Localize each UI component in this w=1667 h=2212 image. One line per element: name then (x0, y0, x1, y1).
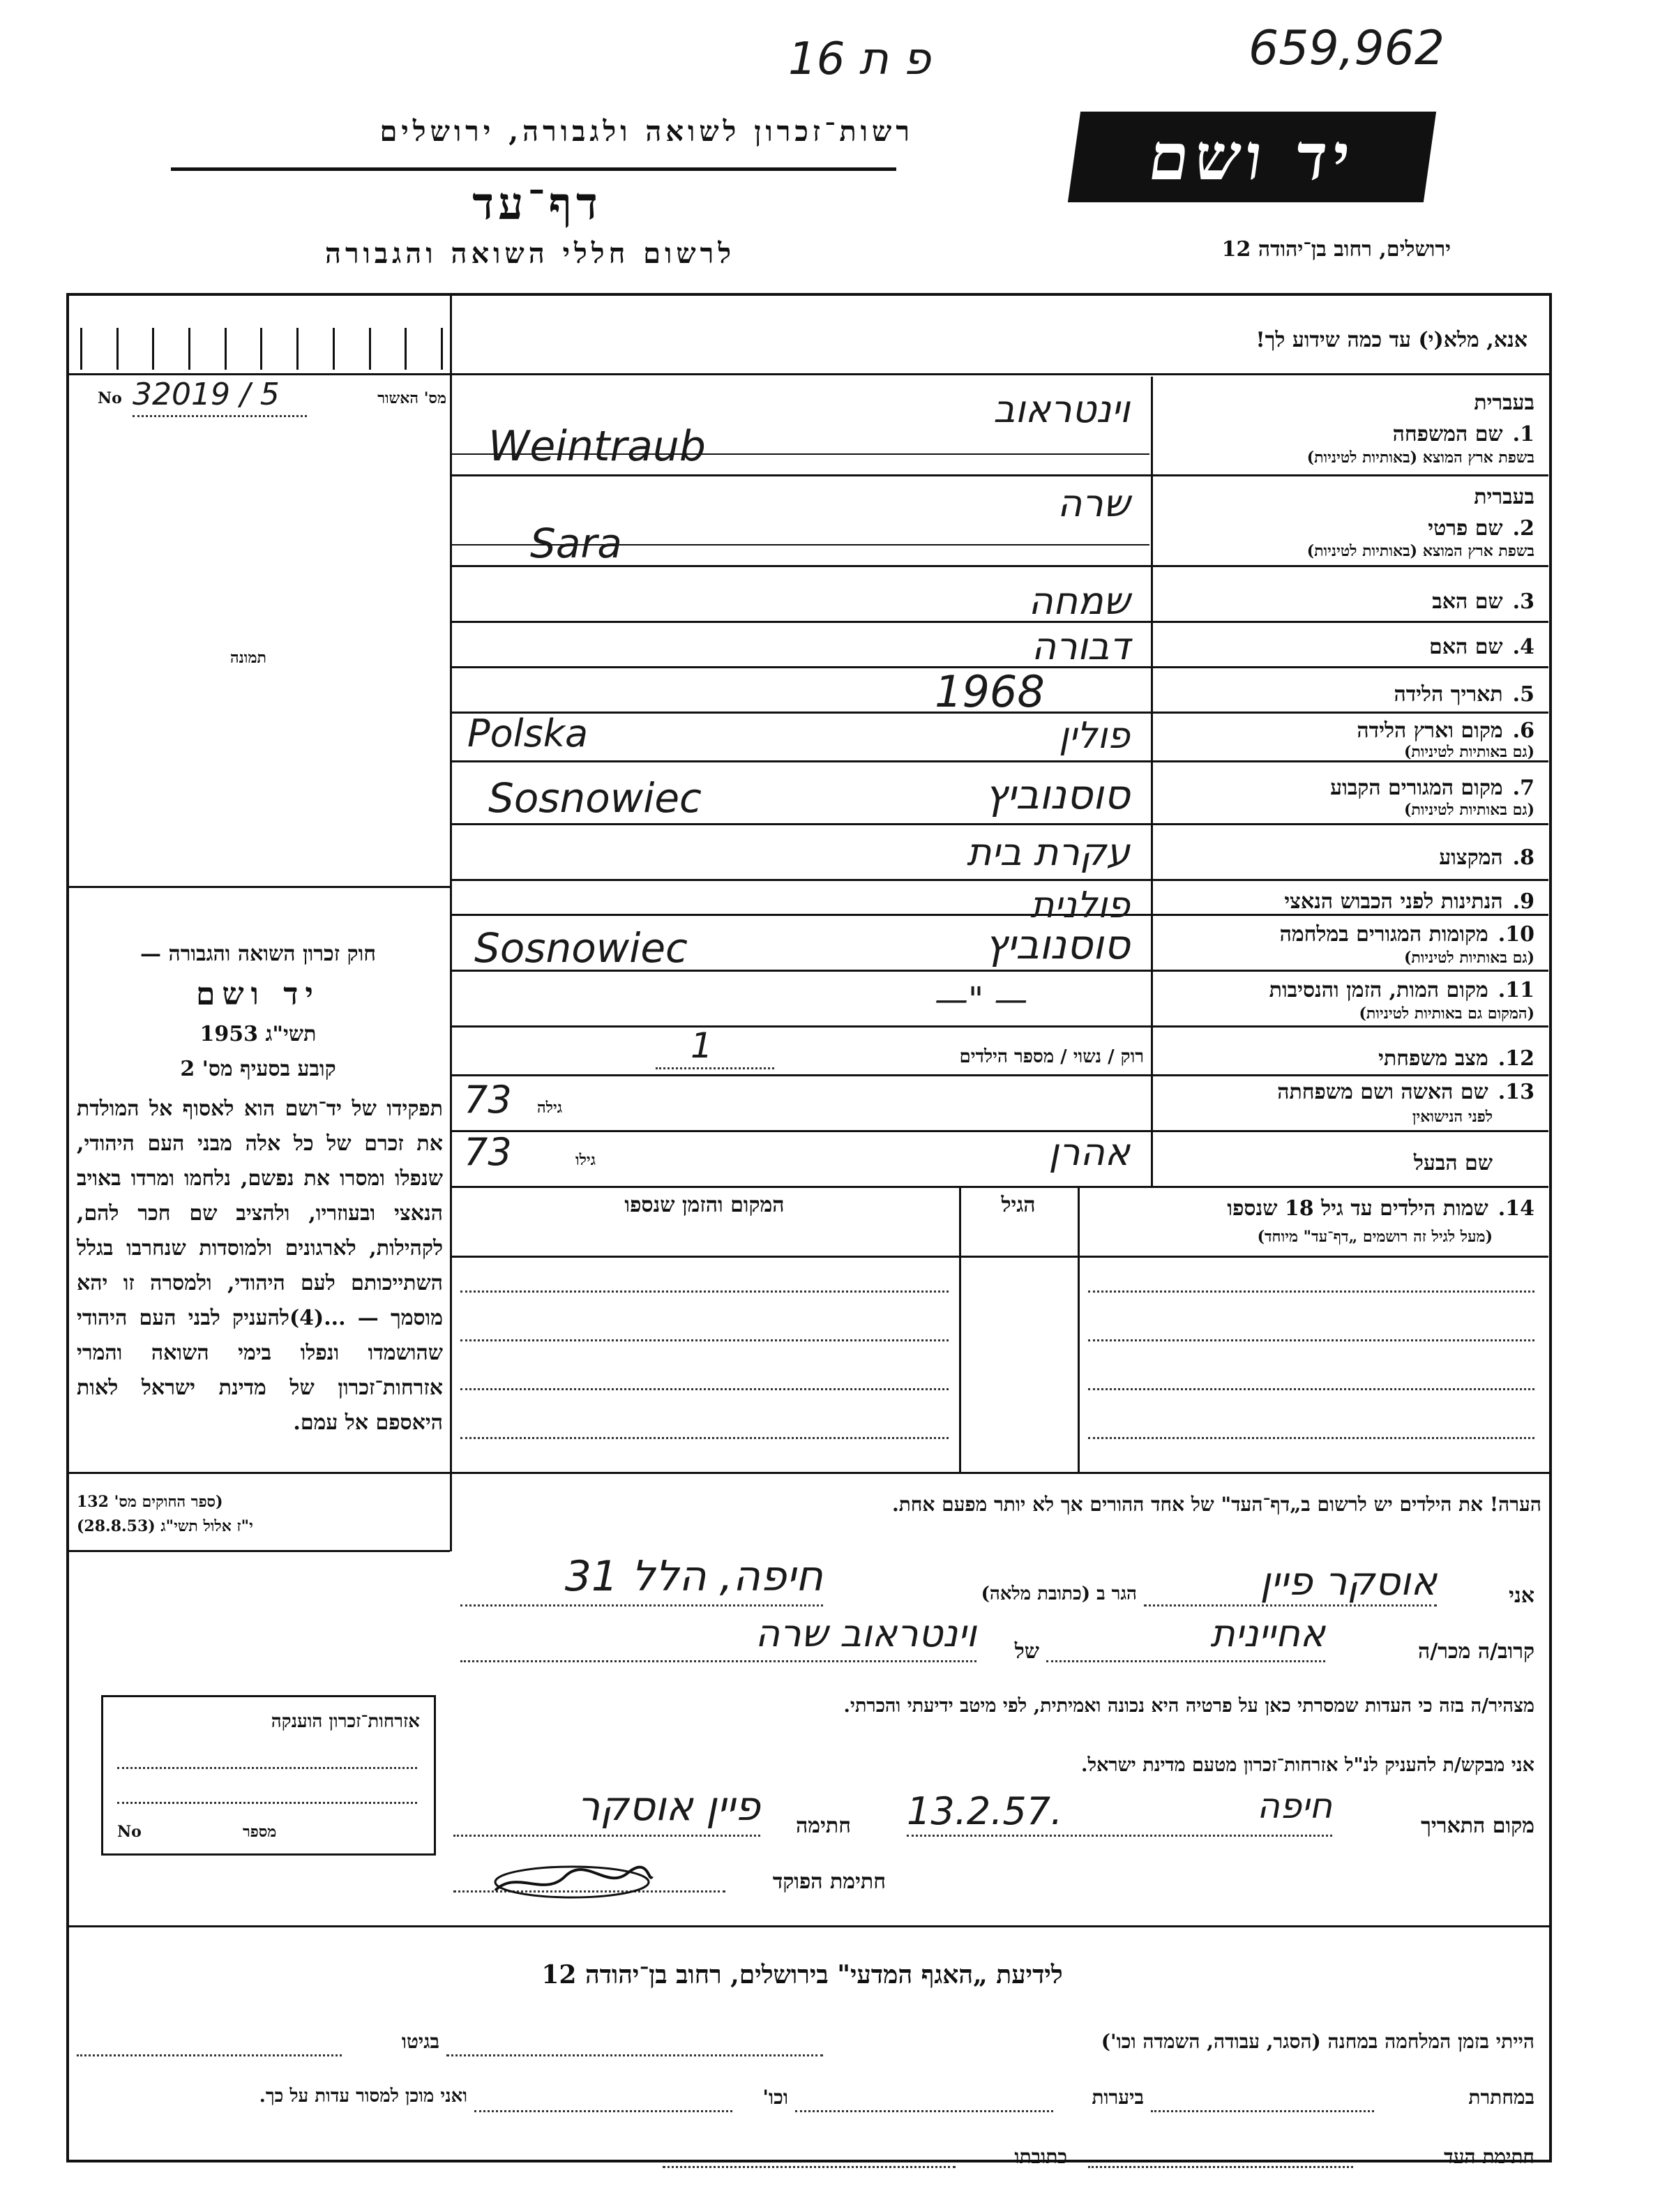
field-12-text: מצב משפחתי (1378, 1046, 1488, 1071)
row-husband-bottom (452, 1186, 1548, 1188)
field-8-num: 8. (1512, 845, 1534, 870)
field-2-label (1158, 516, 1534, 541)
field-3-label (1158, 589, 1534, 614)
children-label (1088, 1196, 1534, 1221)
footer-line-1-ghetto: בגיטו (401, 2030, 439, 2053)
field-1-hebrew-tag: בעברית (1474, 391, 1534, 415)
intro-text: אנא, מלא(י) עד כמה שידוע לך! (1255, 328, 1528, 352)
row-11-bottom (452, 1025, 1548, 1028)
children-place-header: המקום והזמן שנספו (624, 1193, 785, 1217)
field-9-text: הנתינות לפני הכבוש הנאצי (1284, 889, 1503, 914)
field-5-value[interactable]: 1968 (935, 666, 1045, 717)
field-11-sub: (המקום גם באותיות לטיניות) (1359, 1005, 1534, 1023)
row-1-bottom (452, 474, 1548, 476)
children-row-3-place[interactable] (460, 1388, 949, 1390)
field-10-value-latin[interactable]: Sosnowiec (474, 924, 688, 972)
field-7-num: 7. (1512, 776, 1534, 800)
place-date-line (907, 1835, 1332, 1837)
field-13-label (1158, 1080, 1534, 1104)
footer-etc-label: וכו' (762, 2086, 788, 2109)
declarant-line (1144, 1604, 1437, 1607)
field-3-value[interactable]: שמחה (1028, 579, 1130, 623)
field-1-label (1158, 422, 1534, 446)
row-12-bottom (452, 1074, 1548, 1076)
officer-signature-label: חתימת הפוקד (772, 1869, 886, 1894)
field-2-value-latin[interactable]: Sara (530, 520, 622, 567)
children-num: 14. (1498, 1196, 1534, 1221)
field-5-text: תאריך הלידה (1394, 682, 1503, 707)
footer-line-1-blank-a[interactable] (446, 2054, 823, 2056)
field-6-text: מקום וארץ הלידה (1357, 718, 1503, 743)
field-12-num: 12. (1498, 1046, 1534, 1071)
children-text: שמות הילדים עד גיל 18 שנספו (1227, 1196, 1488, 1221)
field-11-value[interactable]: —" — (935, 980, 1028, 1019)
field-1-text: שם המשפחה (1392, 422, 1503, 446)
law-reference-2: י"ז אלול תשי"ג (28.8.53) (77, 1517, 253, 1535)
field-5-label (1158, 682, 1534, 707)
children-count-line (656, 1067, 774, 1069)
footer-witness-signature-blank[interactable] (1088, 2166, 1353, 2168)
field-10-value-hebrew[interactable]: סוסנוביץ (985, 921, 1130, 968)
place-date-label: מקום התאריך (1421, 1814, 1534, 1838)
field-4-num: 4. (1512, 635, 1534, 659)
officer-signature-scribble (488, 1856, 656, 1904)
label-column-divider (1151, 377, 1153, 1186)
children-header-bottom (452, 1256, 1548, 1258)
field-11-num: 11. (1498, 978, 1534, 1002)
date-value[interactable]: 13.2.57. (907, 1789, 1063, 1833)
wife-age-value[interactable]: 73 (464, 1078, 512, 1122)
field-3-text: שם האב (1432, 589, 1503, 614)
footer-forests-blank[interactable] (795, 2110, 1053, 2112)
form-title: דף־עד (472, 178, 602, 230)
field-2-hebrew-tag: בעברית (1474, 485, 1534, 509)
footer-line-1-blank-b[interactable] (77, 2054, 342, 2056)
field-8-label (1158, 845, 1534, 870)
field-10-sub: (גם באותיות לטיניות) (1403, 949, 1534, 967)
field-husband-label: שם הבעל (1413, 1151, 1493, 1175)
photo-divider (69, 886, 450, 888)
field-1-latin-label: בשפת ארץ המוצא (באותיות לטיניות) (1306, 449, 1534, 467)
field-6-sub: (גם באותיות לטיניות) (1403, 743, 1534, 761)
field-4-value[interactable]: דבורה (1031, 624, 1130, 668)
children-row-1-place[interactable] (460, 1291, 949, 1293)
relative-value[interactable]: אחיינית (1210, 1611, 1325, 1655)
field-1-value-latin[interactable]: Weintraub (488, 422, 707, 471)
form-subtitle: לרשום חללי השואה והגבורה (324, 237, 736, 270)
footer-divider (69, 1925, 1549, 1927)
law-name: יד ושם (196, 977, 320, 1012)
signature-label: חתימה (796, 1814, 851, 1838)
record-no-prefix: No (98, 389, 122, 407)
footer-address-label: כתובתו (1014, 2145, 1067, 2168)
field-3-num: 3. (1512, 589, 1534, 614)
field-9-label (1158, 889, 1534, 914)
field-6-value-latin[interactable]: Polska (467, 712, 589, 755)
children-row-2-place[interactable] (460, 1339, 949, 1341)
footer-etc-blank[interactable] (474, 2110, 732, 2112)
field-8-text: המקצוע (1439, 845, 1503, 870)
row-8-bottom (452, 879, 1548, 881)
authority-name: רשות־זכרון לשואה ולגבורה, ירושלים (379, 115, 914, 148)
field-7-value-latin[interactable]: Sosnowiec (488, 774, 702, 822)
children-count-value[interactable]: 1 (691, 1025, 713, 1066)
yad-vashem-logo (1068, 112, 1436, 202)
field-10-num: 10. (1498, 922, 1534, 947)
handwritten-page-number: 16 פ ת (788, 33, 931, 85)
address-label: הגר ב (כתובת מלאה) (981, 1583, 1137, 1604)
husband-age-label: גילו (575, 1151, 596, 1169)
record-number-label: מס' האשור (377, 389, 446, 407)
footer-testimony-text: ואני מוכן למסור עדות על כך. (259, 2086, 467, 2107)
field-7-sub: (גם באותיות לטיניות) (1403, 801, 1534, 819)
field-4-text: שם האם (1429, 635, 1503, 659)
footer-witness-signature-label: חתימת העד (1444, 2145, 1534, 2168)
row-7-bottom (452, 823, 1548, 825)
children-table-bottom (69, 1472, 1549, 1474)
field-11-label (1158, 978, 1534, 1002)
law-year: תשי"ג 1953 (199, 1022, 317, 1046)
husband-name-value[interactable]: אהרן (1048, 1130, 1130, 1174)
of-line (460, 1660, 976, 1662)
record-number-value: 32019 / 5 (133, 377, 280, 412)
field-1-value-hebrew[interactable]: וינטראוב (993, 387, 1130, 431)
of-value[interactable]: וינטראוב שרה (755, 1611, 976, 1655)
wife-age-label: גילה (537, 1099, 562, 1117)
field-2-value-hebrew[interactable]: שרה (1057, 481, 1130, 525)
photo-label: תמונה (230, 649, 266, 667)
children-row-1-name[interactable] (1088, 1291, 1534, 1293)
children-age-header: הגיל (1001, 1193, 1036, 1217)
cert-line-2 (117, 1802, 417, 1804)
marital-status-text: רוק / נשוי / מספר הילדים (959, 1046, 1144, 1067)
children-row-3-name[interactable] (1088, 1388, 1534, 1390)
husband-age-value[interactable]: 73 (464, 1130, 512, 1174)
declarant-label: אני (1509, 1583, 1534, 1608)
law-title: חוק זכרון השואה והגבורה — (140, 942, 376, 966)
children-row-4-name[interactable] (1088, 1437, 1534, 1439)
memorial-citizenship-box (101, 1695, 436, 1856)
children-row-4-place[interactable] (460, 1437, 949, 1439)
cert-no-prefix: No (117, 1823, 142, 1841)
children-sub: (מעל לגיל זה רושמים „דף־עד" מיוחד) (1257, 1228, 1493, 1246)
handwritten-record-number: 659,962 (1249, 21, 1445, 76)
cert-line-1 (117, 1767, 417, 1769)
field-5-num: 5. (1512, 682, 1534, 707)
intro-divider (69, 373, 1549, 375)
field-11-text: מקום המות, הזמן והנסיבות (1269, 978, 1488, 1002)
of-label: של (1014, 1639, 1039, 1664)
tick-box-row (80, 328, 443, 370)
field-9-num: 9. (1512, 889, 1534, 914)
field-7-value-hebrew[interactable]: סוסנוביץ (985, 771, 1130, 818)
left-column-divider (450, 296, 452, 1551)
field-4-label (1158, 635, 1534, 659)
field-9-value[interactable]: פולנית (1030, 885, 1130, 926)
place-value[interactable]: חיפה (1257, 1786, 1332, 1826)
field-8-value[interactable]: עקרת בית (966, 830, 1130, 874)
field-10-label (1158, 922, 1534, 947)
signature-line (453, 1835, 760, 1837)
address-value[interactable]: חיפה, הלל 31 (564, 1552, 823, 1601)
law-clause: קובע בסעיף מס' 2 (180, 1057, 336, 1081)
footer-title: לידיעת „האגף המדעי" בירושלים, רחוב בן־יהודה 12 (541, 1960, 1063, 1989)
children-row-2-name[interactable] (1088, 1339, 1534, 1341)
law-bottom-divider (69, 1550, 450, 1552)
cert-number-label: מספר (243, 1823, 277, 1841)
field-2-num: 2. (1512, 516, 1534, 541)
field-2-latin-label: בשפת ארץ המוצא (באותיות לטיניות) (1306, 542, 1534, 560)
law-reference-1: (ספר החוקים מס' 132 (77, 1493, 223, 1511)
relative-line (1046, 1660, 1325, 1662)
authority-underline (171, 167, 896, 171)
field-6-num: 6. (1512, 718, 1534, 743)
footer-address-blank[interactable] (663, 2166, 956, 2168)
address: ירושלים, רחוב בן־יהודה 12 (1221, 237, 1451, 262)
field-1-num: 1. (1512, 422, 1534, 446)
relative-label: קרוב/ה מכר/ה (1418, 1639, 1534, 1664)
field-13-text: שם האשה ושם משפחתה (1277, 1080, 1488, 1104)
field-13-num: 13. (1498, 1080, 1534, 1104)
footer-underground-blank[interactable] (1151, 2110, 1374, 2112)
address-line (460, 1604, 823, 1607)
law-body: תפקידו של יד־ושם הוא לאסוף אל המולדת את זכרם של כל אלה מבני העם היהודי, שנפלו ומסרו את נפשם, נלחמו ומרדו באויב הנאצי ובעוזריו, ולהציב שם חכר להם, לקהילות, לארגונים ולמוסדות שנחרבו בגלל השתייכותם לעם היהודי, ולמסרה זו יהא מוסמך — ...(4)להעניק לבני העם היהודי שהושמדו ונפלו בימי השואה והמרי אזרחות־זכרון של מדינת ישראל לאות היאספם אל עמם. (77, 1097, 443, 1435)
footer-forests-label: ביערות (1092, 2086, 1144, 2109)
memorial-citizenship-title: אזרחות־זכרון הוענקה (271, 1711, 420, 1732)
children-rows (460, 1277, 1541, 1465)
field-13-sub: לפני הנישואין (1412, 1108, 1493, 1126)
signature-value[interactable]: פיין אוסקר (577, 1782, 760, 1830)
children-note: הערה! את הילדים יש לרשום ב„דף־העד" של אחד ההורים אך לא יותר מפעם אחת. (891, 1493, 1541, 1516)
field-6-label (1158, 718, 1534, 743)
field-10-text: מקומות המגורים במלחמה (1279, 922, 1488, 947)
field-7-label (1158, 776, 1534, 800)
record-number-field (98, 377, 446, 417)
footer-line-1-text: הייתי בזמן המלחמה במחנה (הסגר, עבודה, השמדה וכו') (1101, 2030, 1534, 2053)
field-7-text: מקום המגורים הקבוע (1330, 776, 1503, 800)
logo-text: יד ושם (1144, 119, 1360, 195)
field-2-text: שם פרטי (1428, 516, 1503, 541)
footer-underground-label: במחתרת (1468, 2086, 1534, 2109)
declaration-statement-1: מצהיר/ה בזה כי העדות שמסרתי כאן על פרטיה היא נכונה ואמיתית, לפי מיטב ידיעתי והכרתי. (843, 1695, 1534, 1717)
record-number-line (133, 415, 307, 417)
field-6-value-hebrew[interactable]: פולין (1059, 715, 1130, 757)
declaration-statement-2: אני מבקש/ת להעניק לנ"ל אזרחות־זכרון מטעם מדינת ישראל. (1081, 1754, 1534, 1776)
declarant-name-value[interactable]: אוסקר פיין (1260, 1559, 1437, 1604)
field-12-label (1158, 1046, 1534, 1071)
